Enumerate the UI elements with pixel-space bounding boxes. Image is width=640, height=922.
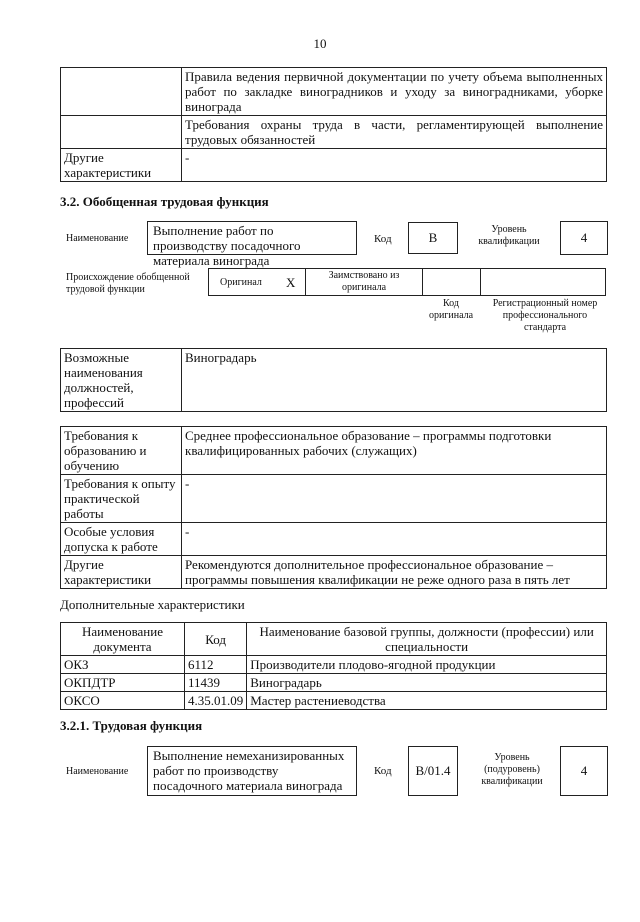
- table-header-row: [61, 623, 607, 656]
- table-row: [61, 692, 607, 710]
- table-row: [61, 674, 607, 692]
- requirements-table: [60, 426, 607, 589]
- level-box: 4: [560, 221, 608, 255]
- origin-label: Происхождение обобщенной трудовой функции: [66, 272, 190, 295]
- requirement-label: Другие характеристики: [61, 556, 182, 589]
- additional-title: Дополнительные характеристики: [60, 597, 245, 612]
- requirement-value: Рекомендуются дополнительное профессиональное образование – программы повышения квалификации не реже одного раза в пять лет: [182, 556, 607, 589]
- borrowed-label: Заимствовано из оригинала: [328, 270, 400, 293]
- positions-value: Виноградарь: [182, 349, 607, 412]
- table-cell-label: [61, 68, 182, 116]
- table-row: [61, 523, 607, 556]
- column-header: Код: [185, 623, 247, 656]
- code-box: B/01.4: [408, 746, 458, 796]
- table-cell-label: [61, 116, 182, 149]
- table-cell: Производители плодово-ягодной продукции: [247, 656, 607, 674]
- table-row: [61, 349, 607, 412]
- column-header: Наименование базовой группы, должности (профессии) или специальности: [247, 623, 607, 656]
- column-header: Наименование документа: [61, 623, 185, 656]
- requirement-value: -: [182, 523, 607, 556]
- reg-number-caption: Регистрационный номер профессионального стандарта: [492, 298, 598, 333]
- original-mark: X: [286, 275, 296, 290]
- requirement-value: Среднее профессиональное образование – программы подготовки квалифицированных рабочих (служащих): [182, 427, 607, 475]
- table-cell: ОКСО: [61, 692, 185, 710]
- requirement-value: -: [182, 475, 607, 523]
- level-label: Уровень квалификации: [478, 224, 540, 247]
- requirement-label: Особые условия допуска к работе: [61, 523, 182, 556]
- level-label: Уровень (подуровень) квалификации: [481, 752, 543, 787]
- original-label: Оригинал: [220, 277, 262, 288]
- table-cell: Виноградарь: [247, 674, 607, 692]
- function-name-box: Выполнение работ по производству посадочного материала винограда: [147, 221, 357, 255]
- table-row: [61, 427, 607, 475]
- table-row: [61, 556, 607, 589]
- requirement-label: Требования к опыту практической работы: [61, 475, 182, 523]
- table-cell: Мастер растениеводства: [247, 692, 607, 710]
- origin-code-caption: Код оригинала: [428, 298, 474, 321]
- table-row: [61, 149, 607, 182]
- page-number: 10: [313, 36, 327, 51]
- positions-table: [60, 348, 607, 412]
- table-cell-label: Другие характеристики: [61, 149, 182, 182]
- table-row: [61, 656, 607, 674]
- table-cell-value: -: [182, 149, 607, 182]
- table-cell: 4.35.01.09: [185, 692, 247, 710]
- table-cell: ОКЗ: [61, 656, 185, 674]
- table-row: [61, 116, 607, 149]
- requirement-label: Требования к образованию и обучению: [61, 427, 182, 475]
- table-cell-value: Требования охраны труда в части, регламентирующей выполнение трудовых обязанностей: [182, 116, 607, 149]
- additional-table: [60, 622, 607, 710]
- name-label: Наименование: [66, 233, 129, 244]
- section-heading-3-2: 3.2. Обобщенная трудовая функция: [60, 194, 269, 209]
- top-table: [60, 67, 607, 182]
- table-cell: 11439: [185, 674, 247, 692]
- section-heading-3-2-1: 3.2.1. Трудовая функция: [60, 718, 203, 733]
- code-label: Код: [374, 765, 392, 777]
- level-box: 4: [560, 746, 608, 796]
- name-label: Наименование: [66, 766, 129, 777]
- function-name-box: Выполнение немеханизированных работ по производству посадочного материала винограда: [147, 746, 357, 796]
- table-row: [61, 475, 607, 523]
- table-cell: ОКПДТР: [61, 674, 185, 692]
- table-cell: 6112: [185, 656, 247, 674]
- positions-label: Возможные наименования должностей, профессий: [61, 349, 182, 412]
- code-label: Код: [374, 233, 392, 245]
- table-row: [61, 68, 607, 116]
- table-cell-value: Правила ведения первичной документации по учету объема выполненных работ по закладке виноградников и уходу за виноградниками, уборке винограда: [182, 68, 607, 116]
- code-box: B: [408, 222, 458, 254]
